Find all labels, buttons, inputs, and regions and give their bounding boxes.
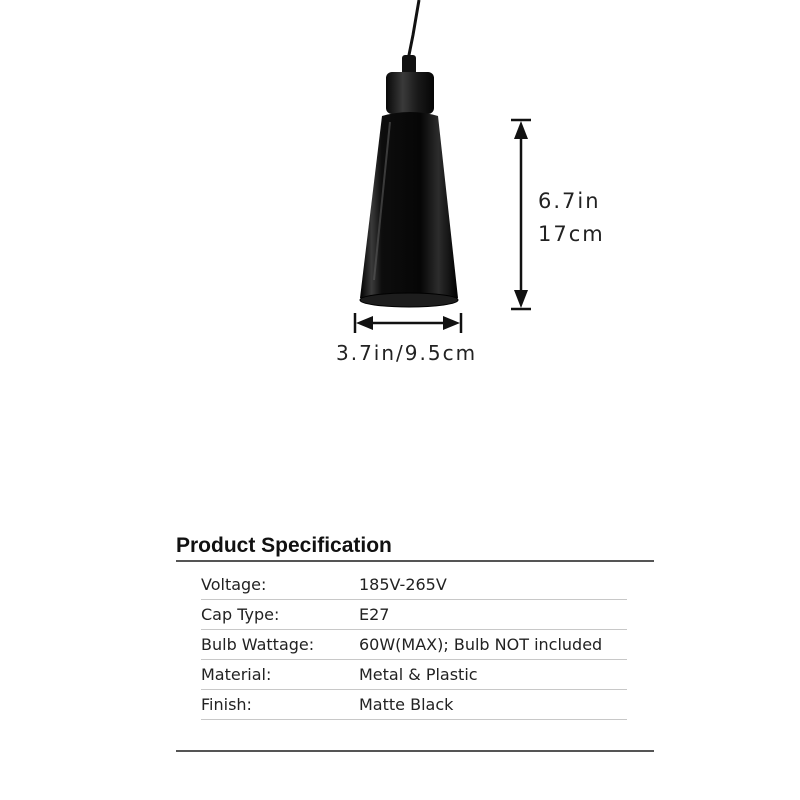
spec-value: 185V-265V: [359, 575, 447, 594]
spec-row-voltage: [201, 570, 627, 600]
spec-table: [201, 570, 627, 720]
width-label: 3.7in/9.5cm: [336, 341, 478, 365]
spec-value: Matte Black: [359, 695, 454, 714]
spec-label: Voltage:: [201, 575, 267, 594]
spec-row-bulb-wattage: [201, 630, 627, 660]
height-cm-label: 17cm: [538, 222, 605, 246]
spec-value: E27: [359, 605, 390, 624]
bottom-divider: [176, 750, 654, 752]
spec-label: Cap Type:: [201, 605, 280, 624]
spec-row-finish: [201, 690, 627, 720]
spec-row-material: [201, 660, 627, 690]
lamp-rim: [360, 293, 458, 307]
width-dimension-arrow: [355, 313, 461, 333]
spec-label: Finish:: [201, 695, 252, 714]
spec-label: Bulb Wattage:: [201, 635, 315, 654]
title-divider: [176, 560, 654, 562]
power-cord: [408, 0, 419, 60]
spec-value: Metal & Plastic: [359, 665, 478, 684]
spec-title: Product Specification: [176, 534, 392, 557]
spec-panel: [176, 533, 654, 752]
height-inches-label: 6.7in: [538, 189, 601, 213]
spec-label: Material:: [201, 665, 272, 684]
spec-value: 60W(MAX); Bulb NOT included: [359, 635, 603, 654]
spec-row-cap-type: [201, 600, 627, 630]
lamp-cap: [386, 72, 434, 114]
height-dimension-arrow: [511, 120, 531, 309]
